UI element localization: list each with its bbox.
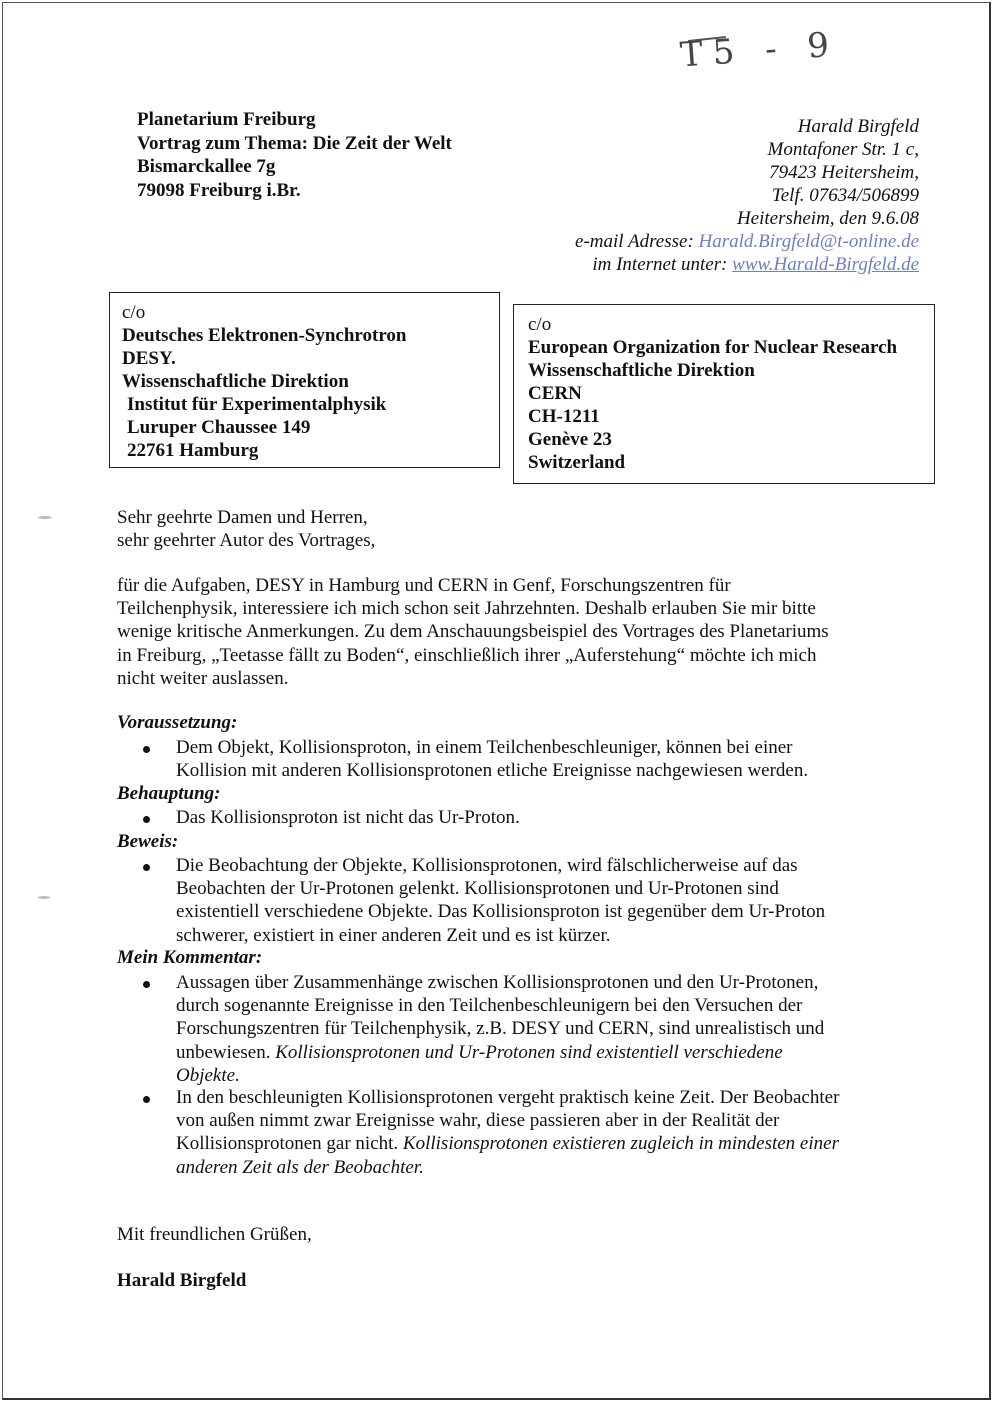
- salutation: Sehr geehrte Damen und Herren, sehr geehrter Autor des Vortrages,: [117, 507, 376, 551]
- closing: Mit freundlichen Grüßen,: [117, 1224, 312, 1245]
- voraussetzung-text: Dem Objekt, Kollisionsproton, in einem Teilchenbeschleuniger, können bei einer Kollision mit anderen Kollisionsprotonen etliche Ereignisse nachgewiesen werden.: [176, 737, 809, 782]
- beweis-text: Die Beobachtung der Objekte, Kollisionsprotonen, wird fälschlicherweise auf das Beobachten der Ur-Protonen gelenkt. Kollisionsprotonen und Ur-Protonen sind existentiell verschiedene Objekte. Das Kollisionsproton ist gegenüber dem Ur-Proton schwerer, existiert in einer anderen Zeit und es ist kürzer.: [176, 855, 826, 946]
- bullet-dot: [143, 971, 150, 994]
- intro-paragraph: für die Aufgaben, DESY in Hamburg und CERN in Genf, Forschungszentren für Teilchenphysik, interessiere ich mich schon seit Jahrzehnten. Deshalb erlauben Sie mir bitte wenige kritische Anmerkungen. Zu dem Anschauungsbeispiel des Vortrages des Planetariums in Freiburg, „Teetasse fällt zu Boden“, einschließlich ihrer „Auferstehung“ möchte ich mich nicht weiter auslassen.: [117, 575, 829, 689]
- author-phone: Telf. 07634/506899: [771, 185, 919, 206]
- letter-date: Heitersheim, den 9.6.08: [736, 208, 919, 229]
- author-street: Montafoner Str. 1 c,: [767, 139, 919, 160]
- email-link[interactable]: Harald.Birgfeld@t-online.de: [698, 231, 919, 252]
- handwritten-reference: T5 - 9: [678, 24, 841, 76]
- bullet-dot: [143, 806, 150, 829]
- bullet-dot: [143, 854, 150, 877]
- kommentar-text-1: Aussagen über Zusammenhänge zwischen Kollisionsprotonen und den Ur-Protonen, durch sogenannte Ereignisse in den Teilchenbeschleunigern bei den Versuchen der Forschungszentren für Teilchenphysik, z.B. DESY und CERN, sind unrealistisch und unbewiesen. Kollisionsprotonen und Ur-Protonen sind existentiell verschiedene Objekte.: [176, 972, 825, 1086]
- author-contact: e-mail Adresse: Harald.Birgfeld@t-online.de im Internet unter: www.Harald-Birgfeld.de: [575, 231, 919, 275]
- sender-block: Planetarium Freiburg Vortrag zum Thema: Die Zeit der Welt Bismarckallee 7g 79098 Freiburg i.Br.: [137, 109, 452, 201]
- heading-kommentar: Mein Kommentar:: [117, 947, 263, 968]
- author-city: 79423 Heitersheim,: [769, 162, 919, 183]
- scan-mark: [38, 896, 50, 899]
- scan-mark: [38, 516, 52, 519]
- heading-voraussetzung: Voraussetzung:: [117, 712, 238, 733]
- heading-behauptung: Behauptung:: [117, 783, 221, 804]
- recipient-desy-box: c/o Deutsches Elektronen-Synchrotron DESY. Wissenschaftliche Direktion Institut für Experimentalphysik Luruper Chaussee 149 22761 Hamburg: [109, 292, 500, 468]
- author-name: Harald Birgfeld: [797, 116, 919, 137]
- recipient-cern-box: c/o European Organization for Nuclear Research Wissenschaftliche Direktion CERN CH-1211 Genève 23 Switzerland: [513, 304, 935, 484]
- heading-beweis: Beweis:: [117, 831, 179, 852]
- signature: Harald Birgfeld: [117, 1270, 247, 1291]
- behauptung-text: Das Kollisionsproton ist nicht das Ur-Proton.: [176, 807, 520, 828]
- website-link[interactable]: www.Harald-Birgfeld.de: [732, 254, 919, 275]
- author-address: [737, 115, 919, 230]
- kommentar-text-2: In den beschleunigten Kollisionsprotonen vergeht praktisch keine Zeit. Der Beobachter von außen nimmt zwar Ereignisse wahr, diese passieren aber in der Realität der Kollisionsprotonen gar nicht. Kollisionsprotonen existieren zugleich in mindesten einer anderen Zeit als der Beobachter.: [176, 1087, 840, 1178]
- bullet-dot: [143, 736, 150, 759]
- bullet-dot: [143, 1086, 150, 1109]
